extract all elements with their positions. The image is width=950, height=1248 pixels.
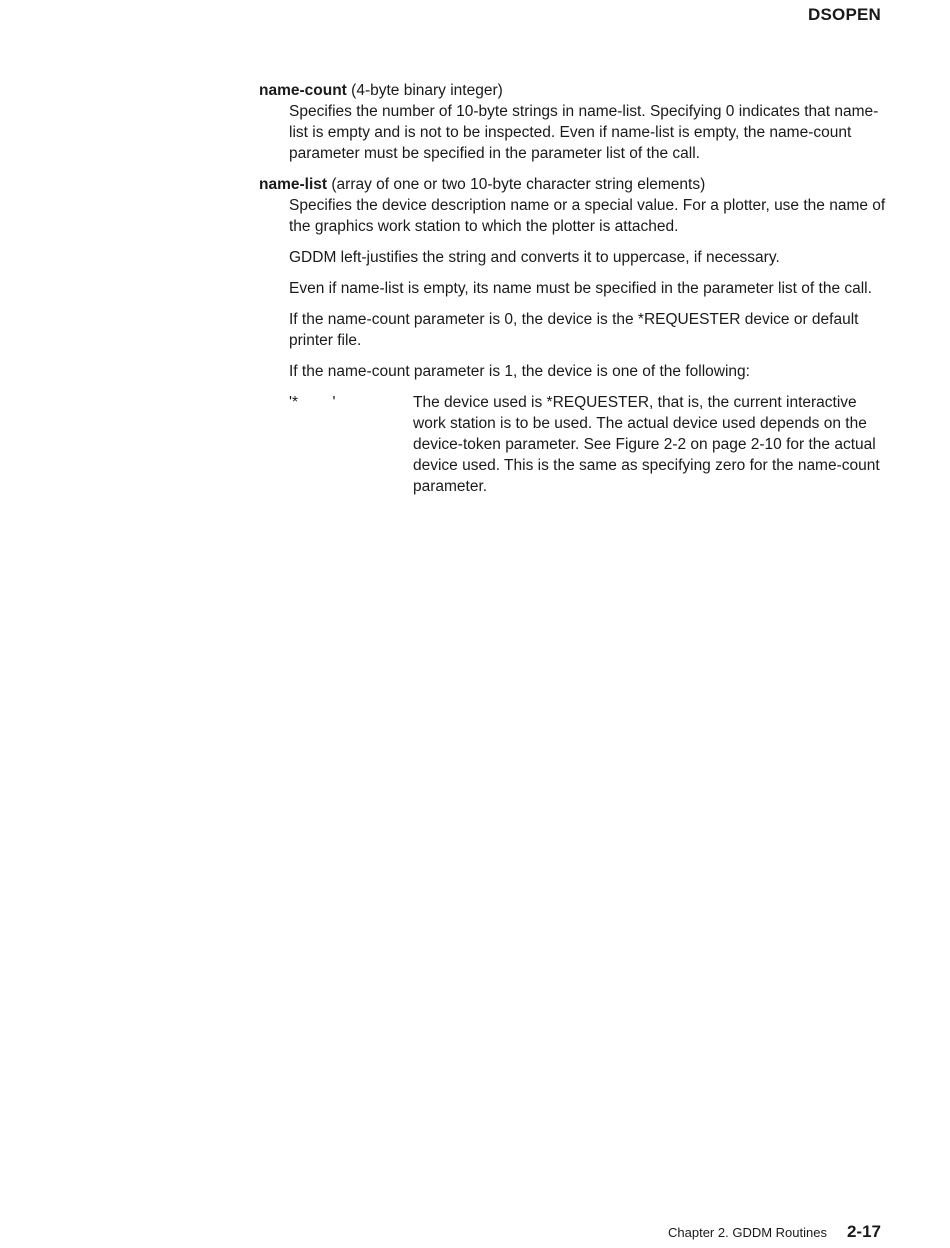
paragraph: Specifies the number of 10-byte strings in name-list. Specifying 0 indicates that name-list is empty and is not to be inspected. Even if name-list is empty, the name-count parameter must be specified in the parameter list of the call. xyxy=(289,103,879,162)
parameter-heading xyxy=(259,80,889,101)
document-body xyxy=(259,80,889,507)
paragraph: Specifies the device description name or a special value. For a plotter, use the name of the graphics work station to which the plotter is attached. xyxy=(289,197,886,235)
value-definition-row xyxy=(289,392,889,497)
parameter-description xyxy=(289,195,889,497)
parameter-name-count xyxy=(259,80,889,164)
parameter-heading xyxy=(259,174,889,195)
parameter-name: name-list xyxy=(259,176,328,193)
parameter-type: (array of one or two 10-byte character string elements) xyxy=(331,176,706,193)
value-definition: The device used is *REQUESTER, that is, the current interactive work station is to be used. The actual device used depends on the device-token parameter. See Figure 2-2 on page 2-10 for the actual device used. This is the same as specifying zero for the name-count parameter. xyxy=(413,394,880,495)
parameter-name-list xyxy=(259,174,889,497)
paragraph: If the name-count parameter is 0, the device is the *REQUESTER device or default printer file. xyxy=(289,311,859,349)
footer-chapter-title: Chapter 2. GDDM Routines xyxy=(668,1225,827,1240)
parameter-description xyxy=(289,101,889,164)
parameter-type: (4-byte binary integer) xyxy=(351,82,503,99)
paragraph: If the name-count parameter is 1, the device is one of the following: xyxy=(289,363,750,380)
value-term: '* ' xyxy=(289,394,336,411)
page-number: 2-17 xyxy=(846,1222,881,1241)
paragraph: GDDM left-justifies the string and converts it to uppercase, if necessary. xyxy=(289,249,780,266)
running-head: DSOPEN xyxy=(808,5,881,24)
parameter-name: name-count xyxy=(259,82,347,99)
page-footer xyxy=(668,1222,881,1242)
paragraph: Even if name-list is empty, its name must be specified in the parameter list of the call. xyxy=(289,280,872,297)
